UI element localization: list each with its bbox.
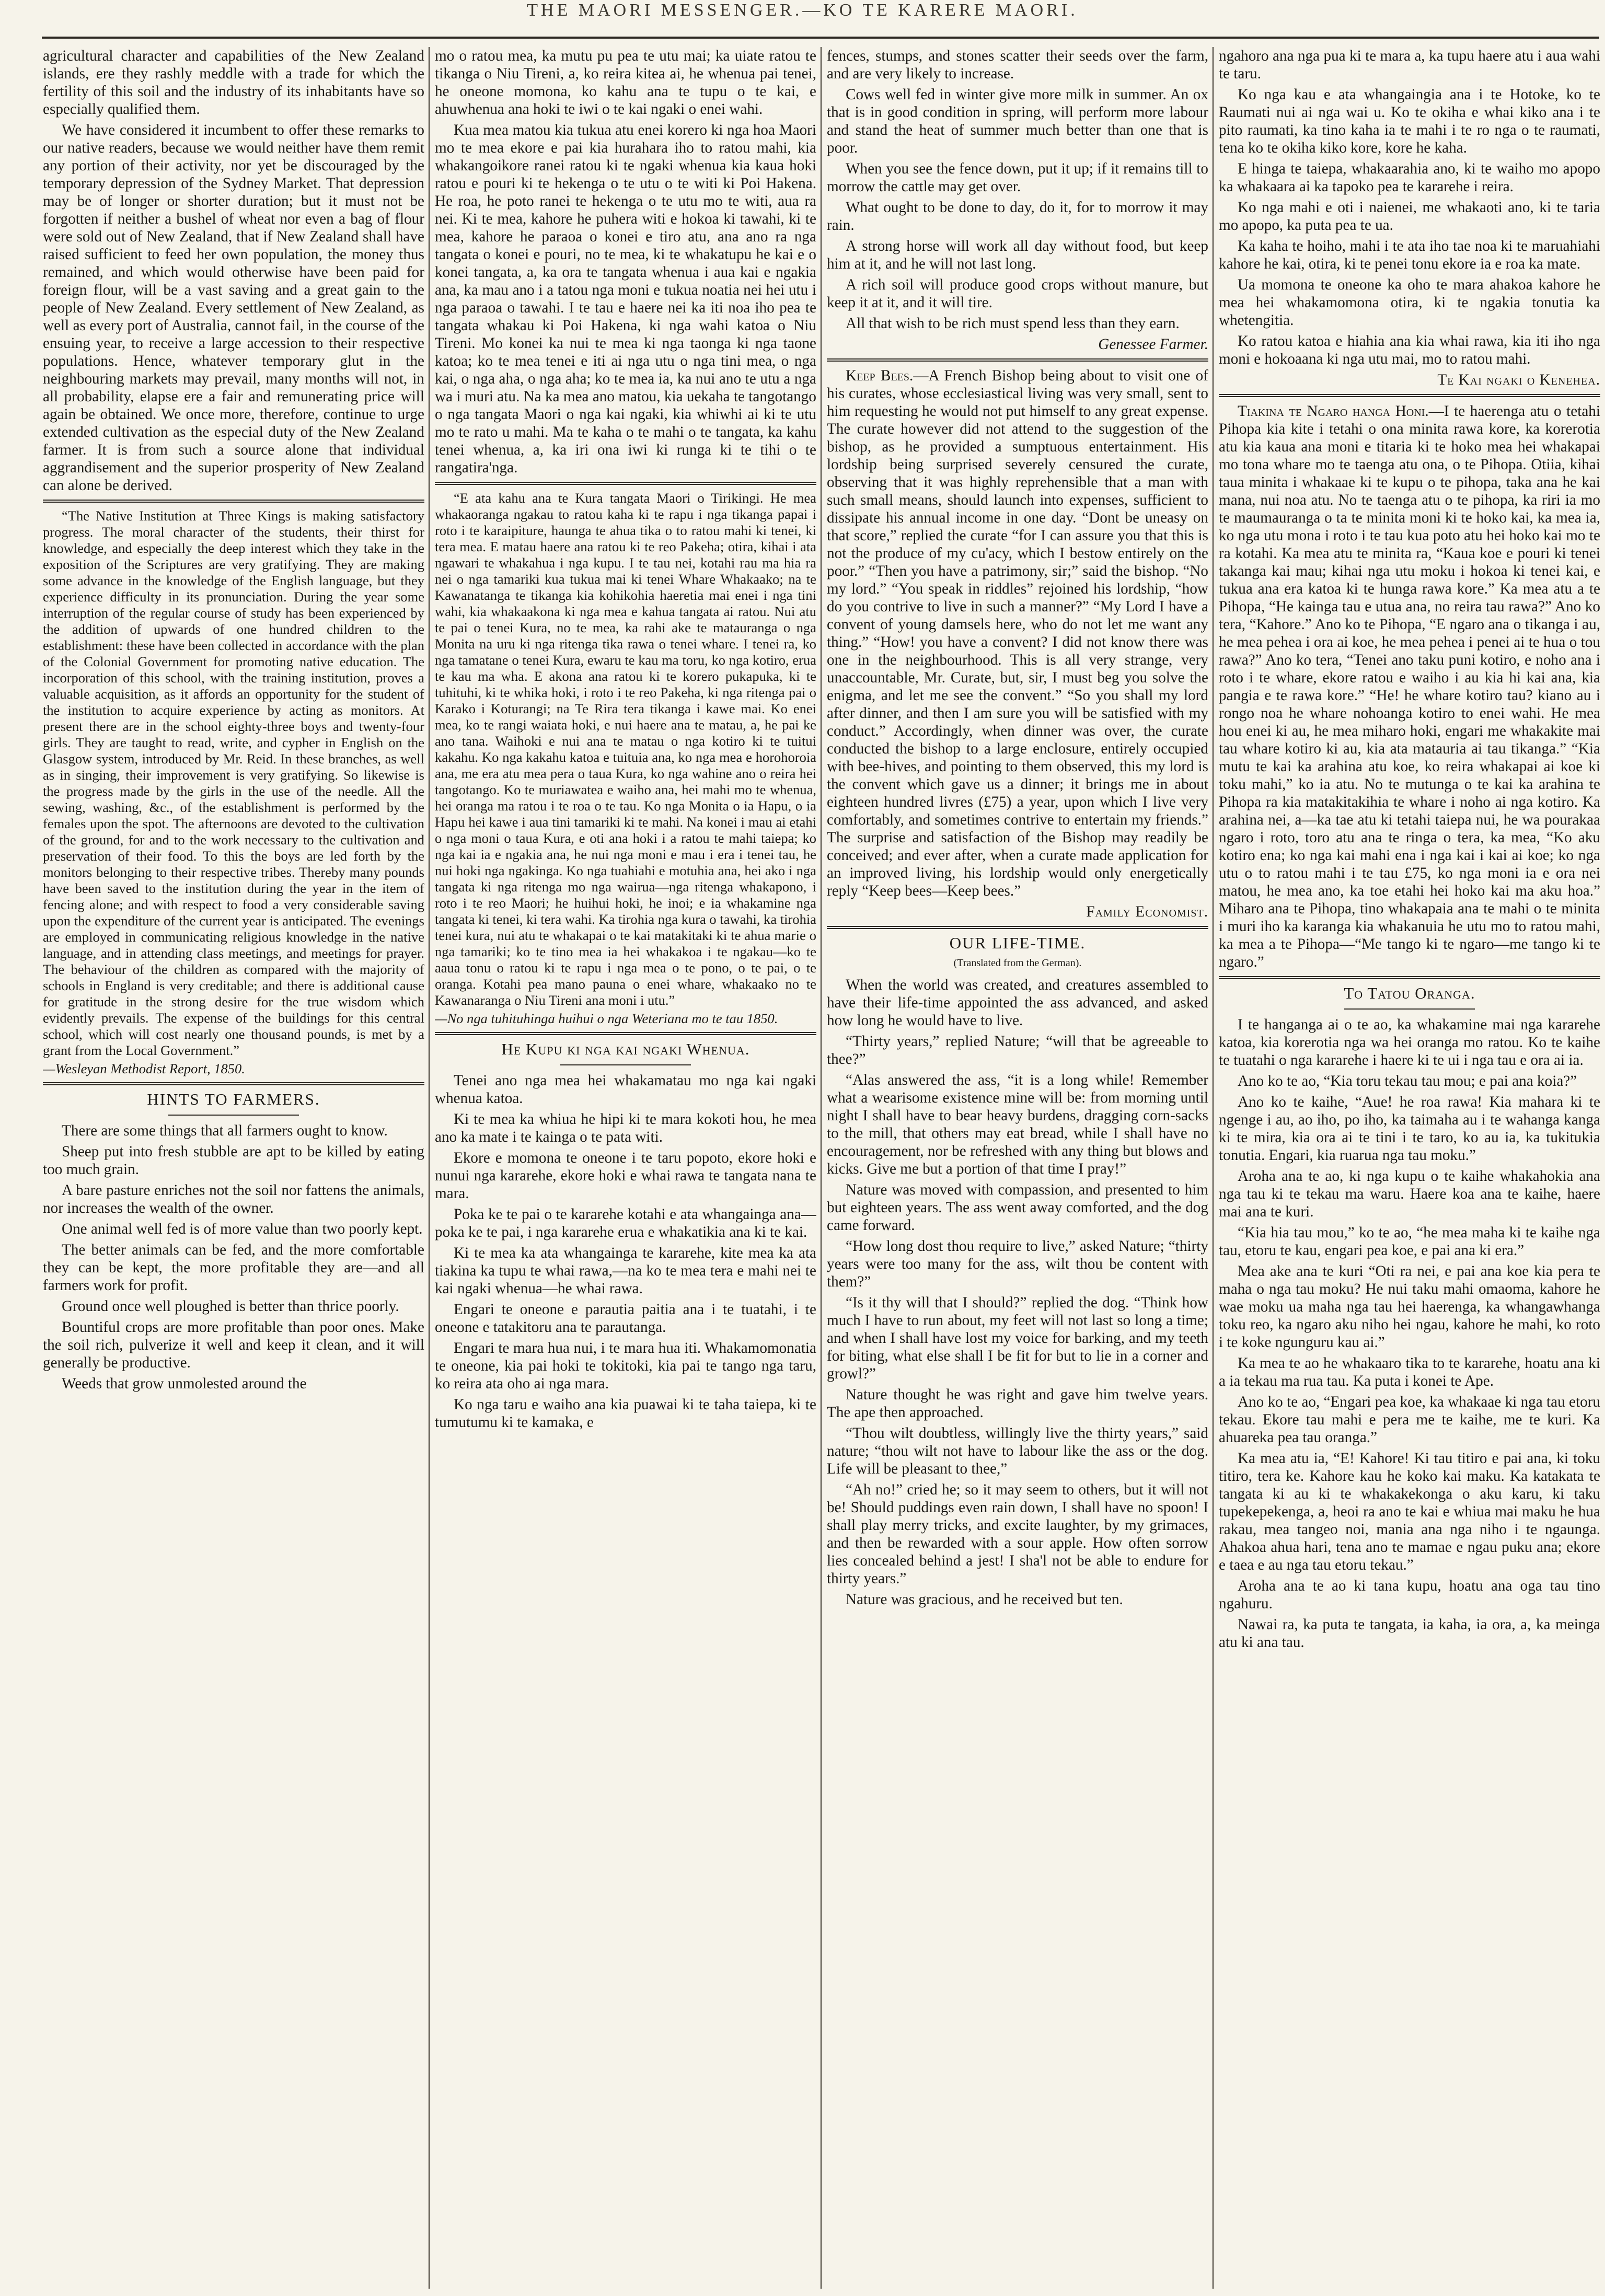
farm-tip: A strong horse will work all day without food, but keep him at it, and he will not last long. [827,238,1208,272]
he-kupu-title: He Kupu ki nga kai ngaki Whenua. [501,1040,750,1058]
editorial-paragraph: We have considered it incumbent to offer these remarks to our native readers, because we would neither have them remit any portion of their activity, nor yet be discouraged by the temporary depression of the Sydney Market. That depression may be of longer or shorter duration; but it must not be forgotten if neither a bushel of wheat nor even a bag of flour were sold out of New Zealand, that if New Zealand shall have raised sufficient to feed her own population, the money thus remained, and which would otherwise have been paid for foreign flour, will be a vast saving and a great gain to the people of New Zealand. Every settlement of New Zealand, as well as every port of Australia, cannot fail, in the course of the ensuing year, to receive a large accession to their respective populations. Hence, whatever temporary glut in the neighbouring markets may prevail, many months will not, in all probability, elapse ere a fair and remunerating price will again be obtained. We once more, therefore, continue to urge extended cultivation as the especial duty of the New Zealand farmer. It is from such a source alone that individual aggrandisement and the superior prosperity of New Zealand can alone be derived. [43,122,424,494]
kupu-item: Ko nga taru e waiho ana kia puawai ki te taha taiepa, ki te tumutumu ki te kamaka, e [435,1396,816,1431]
maori-editorial-paragraph: Kua mea matou kia tukua atu enei korero ki nga hoa Maori mo te mea ekore e pai kia hurahara iho to ratou mahi, kia whakangoikore ranei ratou ki te ngaki whenua kia kaua hoki ratou e pouri ki te hekenga o te utu o te witi ki Poi Hakena. He roa, he poto ranei te hekenga o te utu mo te witi, aua ra nei. Ki te mea, kahore he puhera witi e hokoa ki tawahi, ki te mea, kahore he paraoa o konei e tiro atu, ana ano ra nga tangata o konei e pouri, no te mea, ki te whakatupu he kai e o konei tangata, a, ka ora te tangata whenua i aua kai e ngakia ana, ka mau ano i a tatou nga moni e tukua noatia nei hei utu i nga paraoa o tawahi. I te tau e haere nei ka iti noa iho pea te tangata whakau ki Poi Hakena, ki nga wahi katoa o Niu Tireni. Mo konei ka nui te mea ki nga taonga ki nga taone katoa; ko te mea tenei e iti ai nga utu o nga tini mea, o nga kai, o nga aha, o nga aha; ko te mea ia, ka nui ano te utu a nga wa i muri atu. Na ka mea ano matou, kia uekaha te tangotango o nga tangata Maori o nga kai ngaki, kia whiwhi ai ki te utu mo te rato u mahi. Ma te kaha o te mahi o te tangata, ka kahu tenei whenua, a, ka iri ona iwi ki runga ki te tihi o te rangatira'nga. [435,122,816,476]
oranga-paragraph: Ka mea atu ia, “E! Kahore! Ki tau titiro e pai ana, ki toku titiro, tera ke. Kahore kau he koko kai maku. Ka katakata te tangata ki au ki te whakakekonga o aku karu, ki taku tupekepekenga, a, heoi ra ano te kai e whiua mai maku he hua rakau, mea tangeo noi, mania ana nga niho i te ngaunga. Ahakoa ahua hari, tena ano te mamae e ngau puku ana; ekore e taea e au nga tau etoru tekau.” [1219,1450,1600,1573]
hint-item: Bountiful crops are more profitable than poor ones. Make the soil rich, pulverize it well and keep it clean, and it will generally be productive. [43,1319,424,1371]
section-divider [1219,394,1600,397]
section-divider [43,1082,424,1085]
section-divider [43,500,424,503]
oranga-paragraph: “Kia hia tau mou,” ko te ao, “he mea maha ki te kaihe nga tau, etoru te kau, engari pea koe, e pai ana ki era.” [1219,1224,1600,1259]
title-rule [1344,1008,1475,1010]
kupu-item: Engari te oneone e parautia paitia ana i te tuatahi, i te oneone e tatakitoru ana te parautanga. [435,1301,816,1336]
section-divider [1219,976,1600,979]
oranga-paragraph: Nawai ra, ka puta te tangata, ia kaha, ia ora, a, ka meinga atu ki ana tau. [1219,1616,1600,1651]
life-paragraph: When the world was created, and creatures assembled to have their life-time appointed the ass advanced, and asked how long he would have to live. [827,977,1208,1029]
hints-to-farmers-title: HINTS TO FARMERS. [147,1090,320,1108]
kupu-item: Engari te mara hua nui, i te mara hua iti. Whakamomonatia te oneone, kia pai hoki te tokitoki, kia pai te tango nga taru, ko reira ata oho ai nga mara. [435,1340,816,1392]
farm-tip: When you see the fence down, put it up; if it remains till to morrow the cattle may get over. [827,160,1208,195]
section-divider [435,1032,816,1035]
oranga-paragraph: I te hanganga ai o te ao, ka whakamine mai nga kararehe katoa, kia korerotia nga wa hei oranga mo ratou. Ko te kaihe te tuatahi o nga kararehe i haere ki te ui i nga tau e ora ai ia. [1219,1016,1600,1069]
oranga-paragraph: Ano ko te ao, “Kia toru tekau tau mou; e pai ana koia?” [1238,1073,1577,1089]
tiakina-article [1219,402,1600,971]
section-divider [435,482,816,485]
life-paragraph: Nature was gracious, and he received but ten. [846,1591,1123,1608]
column-1 [43,47,424,2289]
masthead: THE MAORI MESSENGER.—KO TE KARERE MAORI. [527,1,1078,20]
maori-farm-tip: ngahoro ana nga pua ki te mara a, ka tupu haere atu i aua wahi te taru. [1219,48,1600,82]
maori-farm-tip: Ko nga kau e ata whangaingia ana i te Hotoke, ko te Raumati nui ai nga wai u. Ko te okiha e whai kiko ana i te pito raumati, ka tino kaha ia te mahi i te ro nga o te raumati, tena ko te okiha kiko kore, kore he kaha. [1219,86,1600,156]
hint-item: One animal well fed is of more value than two poorly kept. [62,1221,423,1237]
life-paragraph: “Thou wilt doubtless, willingly live the thirty years,” said nature; “thou wilt not have to labour like the ass or the dog. Life will be pleasant to thee,” [827,1425,1208,1477]
maori-report-source: —No nga tuhituhinga huihui o nga Weteriana mo te tau 1850. [435,1011,778,1026]
farm-tip: A rich soil will produce good crops without manure, but keep it at it, and it will tire. [827,276,1208,311]
kupu-item: Poka ke te pai o te kararehe kotahi e ata whangainga ana—poka ke te pai, i nga kararehe erua e whakatikia ana ki te kai. [435,1206,816,1240]
maori-farm-tip: Ko nga mahi e oti i naienei, me whakaoti ano, ki te taria mo apopo, ka puta pea te ua. [1219,199,1600,234]
maori-farm-tip: E hinga te taiepa, whakaarahia ano, ki te waiho mo apopo ka whakaara ai ka tapoko pea te kararehe i reira. [1219,160,1600,195]
column-3 [827,47,1208,2289]
column-rule [1213,47,1214,2289]
tiakina-lead: Tiakina te Ngaro hanga Honi. [1238,403,1429,420]
life-paragraph: “Is it thy will that I should?” replied the dog. “Think how much I have to run about, my feet will not last so long a time; and when I shall have lost my voice for barking, and my teeth for biting, what else shall I be fit for but to lie in a corner and growl?” [827,1294,1208,1382]
column-4 [1219,47,1600,2289]
te-kai-ngaki-signature: Te Kai ngaki o Kenehea. [1437,372,1600,388]
maori-farm-tip: Ko ratou katoa e hiahia ana kia whai rawa, kia iti iho nga moni e hokoaana ki nga utu mai, mo to ratou mahi. [1219,333,1600,367]
oranga-paragraph: Mea ake ana te kuri “Oti ra nei, e pai ana koe kia pera te maha o nga tau moku? He nui taku mahi omaoma, kahore he wae moku ua maha nga tau hei haerenga, ka whangawhanga toku reo, ka ngaro aku niho hei ngau, kahore he mahi, ko roto i te koke ngunguru kau ai.” [1219,1263,1600,1351]
oranga-paragraph: Ano ko te ao, “Engari pea koe, ka whakaae ki nga tau etoru tekau. Ekore tau mahi e pera me te kaihe, me te kuri. Ka ahuareka pea tau oranga.” [1219,1394,1600,1446]
hint-item: Weeds that grow unmolested around the [62,1375,307,1392]
column-rule [429,47,430,2289]
maori-farm-tip: Ua momona te oneone ka oho te mara ahakoa kahore he mea hei whakamomona otira, ki te ngakia tonutia ka whetengitia. [1219,276,1600,329]
life-paragraph: “How long dost thou require to live,” asked Nature; “thirty years were too many for the ass, wilt thou be content with them?” [827,1238,1208,1290]
farm-tip: fences, stumps, and stones scatter their seeds over the farm, and are very likely to increase. [827,48,1208,82]
section-divider [827,358,1208,362]
tiakina-body: —I te haerenga atu o tetahi Pihopa kia kite i tetahi o ona minita rawa kore, ka korerotia atu kia kaua ana moni e titaria ki te hoko mea hei whakapai mo tona whare mo te taenga atu ona, o te Pihopa. Otiia, kihai taua minita i whakaae ki te kupu o te pihopa, taka ana he kai mana, nui noa atu. No te taenga atu o te pihopa, ka riri ia mo te maumauranga o ta te minita moni ki te hoko kai, ka mea ia, ko nga utu mona i roto i te tau kua poto atu hei hoko kai mo te ra kotahi. Ka mea atu te minita ra, “Kaua koe e pouri ki tenei takanga kai mau; kihai nga utu moku i hokoa ki tenei kai, e tukua ana era katoa ki te hunga rawa kore.” Ka mea atu a te Pihopa, “He kainga tau e utua ana, no reira tau rawa?” Ano ko tera, “Kahore.” Ano ko te Pihopa, “E ngaro ana o tikanga i au, he mea pehea i ora ai koe, he mea pehea i penei ai te hua o tou rawa?” Ano ko tera, “Tenei ano taku puni kotiro, e noho ana i roto i te whare, ekore ratou e waiho i au kia hi kai ana, kia pangia e te rawa kore.” “He! he whare kotiro tau? kiano au i rongo noa he whare nohoanga kotiro to enei wahi. He mea hou enei ki au, he mea miharo hoki, engari me whakakite mai tau whare kotiro ki au, kia ata matauria ai tau tikanga.” “Kia mutu te kai ka arahina atu koe, ko reira whakapai ai koe ki toku mahi,” ko ia atu. No te mutunga o te kai ka arahina te Pihopa ra kia matakitakihia te whare i noho ai nga kotiro. Ka arahina nei, a—ka tae atu ki tetahi taiepa nui, he wa pourakaa ngaro i roto, toro atu ana te ringa o tera, ka mea, “Ko aku kotiro ena; ko nga kai mahi ena i nga kai i kai ai koe; ko nga utu o to ratou mahi i te tau £75, ko nga moni ia e ora nei matou, he mea ano, ka toe etahi hei hoko kai ma aku hoa.” Miharo ana te Pihopa, tino whakapaia ana te mahi o te minita i muri iho ka karanga kia whakanuia he utu mo to ratou mahi, ka mea a te Pihopa—“Me tango ki te ngaro—me tango ki te ngaro.” [1219,403,1600,970]
title-rule [168,1115,299,1116]
keep-bees-body: —A French Bishop being about to visit one of his curates, whose ecclesiastical living was very small, sent to him requesting he would not put himself to any great expense. The curate however did not attend to the suggestion of the bishop, as he provided a sumptuous entertainment. His lordship being surprised severely censured the curate, observing that it was highly reprehensible that a man with such small means, should launch into expenses, sufficient to dissipate his annual income in one day. “Dont be uneasy on that score,” replied the curate “for I can assure you that this is not the produce of my cu'acy, which I bestow entirely on the poor.” “Then you have a patrimony, sir;” said the bishop. “No my lord.” “You speak in riddles” rejoined his lordship, “how do you contrive to live in such a manner?” “My Lord I have a convent of young damsels here, who do not let me want any thing.” “How! you have a convent? I did not know there was one in the neighbourhood. This is all very strange, very unaccountable, Mr. Curate, but, sir, I must beg you solve the enigma, and let me see the convent.” “So you shall my lord after dinner, and then I am sure you will be satisfied with my conduct.” Accordingly, when dinner was over, the curate conducted the bishop to a large enclosure, entirely occupied with bee-hives, and pointing to them observed, this my lord is the convent which gave us a dinner; it brings me in about eighteen hundred livres (£75) a year, upon which I live very comfortably, and sometimes contrive to entertain my friends.” The surprise and satisfaction of the Bishop may readily be conceived; and ever after, when a curate made application for an improved living, his lordship would only energetically reply “Keep bees—Keep bees.” [827,367,1208,899]
kupu-item: Tenei ano nga mea hei whakamatau mo nga kai ngaki whenua katoa. [435,1072,816,1107]
translation-note: (Translated from the German). [953,957,1082,969]
bees-source: Family Economist. [1086,903,1208,920]
life-paragraph: “Alas answered the ass, “it is a long while! Remember what a wearisome existence mine will be: from morning until night I shall have to bear heavy burdens, dragging corn-sacks to the mill, that others may eat bread, while I shall have no encouragement, nor be refreshed with any thing but blows and kicks. Give me but a portion of that time I pray!” [827,1072,1208,1177]
oranga-paragraph: Ka mea te ao he whakaaro tika to te kararehe, hoatu ana ki a ia tekau ma rua tau. Ka puta i konei te Ape. [1219,1355,1600,1389]
maori-farm-tip: Ka kaha te hoiho, mahi i te ata iho tae noa ki te maruahiahi kahore he kai, otira, ki te penei tonu ekore ia e roa ka mate. [1219,238,1600,272]
kupu-item: Ki te mea ka ata whangainga te kararehe, kite mea ka ata tiakina ka tupu te whai rawa,—na ko te mea tera e mahi nei te kai ngaki whenua—he whai rawa. [435,1245,816,1297]
hint-item: The better animals can be fed, and the more comfortable they can be kept, the more profitable they are—and all farmers work for profit. [43,1242,424,1294]
kupu-item: Ekore e momona te oneone i te taru popoto, ekore hoki e nunui nga kararehe, ekore hoki e whai rawa te tangata nana te mara. [435,1150,816,1202]
maori-report-article: “E ata kahu ana te Kura tangata Maori o Tirikingi. He mea whakaoranga ngakau to ratou kaha ki te rapu i nga tikanga papai i roto i te karaipiture, haunga te ahua tika o to ratou mahi ki tenei, ki tera mea. E matau haere ana ratou ki te reo Pakeha; otira, kihai i ata ngawari te whakahua i nga kupu. I te tau nei, kotahi rau ma hia ra nei o nga tamariki kua tukua mai ki tenei Whare Whakaako; na te Kawanatanga te tikanga kia kohikohia haeretia mai enei i nga tini wahi, kia whakaakona ki nga mea e kahua tangata ai ratou. Nui atu te pai o tenei Kura, no te mea, ka rahi ake te matauranga o nga Monita na uru ki nga ritenga tika rawa o tenei whare. I tenei ra, ko nga tamatane o tenei Kura, ewaru te kau ma toru, ko nga kotiro, erua te kau ma wha. E akona ana ratou ki te korero pukapuka, ki te tuhituhi, ki te whika hoki, i roto i te reo Pakeha, ki nga ritenga pai o Karako i Koturangi; na Te Rira tera tikanga i kawe mai. Ko enei mea, ko te rangi waiata hoki, e nui haere ana te matau, a, he pai ke ano tana. Waihoki e nui ana te matau o nga kotiro ki te tuitui kakahu. Ko nga kakahu katoa e tuituia ana, ko nga mea e horohoroia ana, me era atu mea pera o taua Kura, ko nga wahine ano o reira hei tangotango. Ko te muriawatea e waiho ana, hei mahi mo te whenua, hei oranga ma ratou i te roa o te tau. Ko nga Monita o ia Hapu, o ia Hapu hei kawe i aua tini tamariki ki te mahi. Na konei i mau ai etahi o nga moni o taua Kura, e oti ana hoki i a ratou te mahi taiepa; ko nga kai ia e ngakia ana, he nui nga moni e mau i era i tenei tau, he nui hoki nga ngakinga. Ko nga tuahiahi e motuhia ana, hei ako i nga tangata ki nga ritenga mo nga wairua—nga ritenga whakapono, i roto i te reo Maori; he huihui hoki, he inoi; e ia whakamine nga tangata ki tenei, ki tera wahi. Ka tirohia nga kura o tawahi, ka tirohia tenei kura, nui atu te whakapai o te kai matakitaki ki te ahua marie o nga tamariki; ko te tino mea ia hei whakakoa i te ngakau—ko te aaua tonu o ratou ki te rapu i nga mea o te pono, o te pai, o te oranga. Kotahi pea mano pauna o enei whare, whakaako no te Kawanaranga o Niu Tireni ana moni i utu.” [435,490,816,1008]
life-paragraph: Nature was moved with compassion, and presented to him but eighteen years. The ass went away comforted, and the dog came forward. [827,1181,1208,1234]
farm-tip: Cows well fed in winter give more milk in summer. An ox that is in good condition in spring, will perform more labour and stand the heat of summer much better than one that is poor. [827,86,1208,156]
masthead-rule [42,37,1599,39]
keep-bees-lead: Keep Bees. [846,367,914,384]
farm-tip: All that wish to be rich must spend less than they earn. [846,315,1180,332]
hint-item: Ground once well ploughed is better than thrice poorly. [62,1298,399,1315]
life-paragraph: “Thirty years,” replied Nature; “will that be agreeable to thee?” [827,1033,1208,1068]
oranga-paragraph: Ano ko te kaihe, “Aue! he roa rawa! Kia mahara ki te ngenge i au, ao iho, po iho, ka taimaha au i te wahanga kanga ki te mira, kia ora ai te tini i te taro, ko au ia, ka tukitukia tonutia. Engari, kia ruarua nga tau moku.” [1219,1094,1600,1164]
to-tatou-oranga-title: To Tatou Oranga. [1344,984,1475,1002]
column-rule [821,47,822,2289]
hint-item: Sheep put into fresh stubble are apt to be killed by eating too much grain. [43,1143,424,1178]
our-life-time-title: OUR LIFE-TIME. [949,934,1086,952]
keep-bees-article [827,367,1208,900]
life-paragraph: Nature thought he was right and gave him twelve years. The ape then approached. [827,1386,1208,1421]
report-article: “The Native Institution at Three Kings is making satisfactory progress. The moral character of the students, their thirst for knowledge, and especially the deep interest which they take in the exposition of the Scriptures are very gratifying. They are making some advance in the knowledge of the English language, but they experience difficulty in its pronunciation. During the year some interruption of the regular course of study has been experienced by the addition of upwards of one hundred children to the establishment: these have been collected in accordance with the plan of the Colonial Government for promoting native education. The incorporation of this school, with the training institution, proves a valuable acquisition, as it affords an opportunity for the student of the institution to acquire experience by acting as monitors. At present there are in the school eighty-three boys and twenty-four girls. They are taught to read, write, and cypher in English on the Glasgow system, introduced by Mr. Reid. In these branches, as well as in singing, their improvement is very gratifying. So likewise is the progress made by the girls in the use of the needle. All the sewing, washing, &c., of the establishment is performed by the females upon the spot. The afternoons are devoted to the cultivation of the ground, for and to the work necessary to the cultivation and preservation of their food. To this the boys are led forth by the monitors belonging to their respective tribes. Thereby many pounds have been saved to the institution during the year in the item of fencing alone; and with respect to food a very considerable saving upon the expenditure of the current year is anticipated. The evenings are employed in communicating religious knowledge in the native language, and in attending class meetings, and meetings for prayer. The behaviour of the children as compared with the majority of schools in England is very creditable; and there is additional cause for gratitude in the strong desire for the true wisdom which evidently prevails. The expense of the buildings for this central school, which will cost nearly one thousand pounds, is met by a grant from the Local Government.” [43,508,424,1058]
oranga-paragraph: Aroha ana te ao ki tana kupu, hoatu ana oga tau tino ngahuru. [1219,1578,1600,1612]
editorial-paragraph: agricultural character and capabilities of the New Zealand islands, ere they rashly meddle with a trade for which the fertility of this soil and the industry of its inhabitants have so especially qualified them. [43,48,424,118]
maori-editorial-paragraph: mo o ratou mea, ka mutu pu pea te utu mai; ka uiate ratou te tikanga o Niu Tireni, a, ko reira kitea ai, he whenua pai tenei, he oneone momona, ko kahu ana te tupu o te kai, e ahuwhenua ana hoki te iwi o te kai ngaki o enei wahi. [435,48,816,118]
farm-tip: What ought to be done to day, do it, for to morrow it may rain. [827,199,1208,234]
section-divider [827,926,1208,929]
report-source: —Wesleyan Methodist Report, 1850. [43,1061,245,1076]
hint-item: There are some things that all farmers ought to know. [62,1122,388,1139]
oranga-paragraph: Aroha ana te ao, ki nga kupu o te kaihe whakahokia ana nga tau ki te tekau ma waru. Haere koa ana te kaihe, haere mai ana te kuri. [1219,1168,1600,1220]
title-rule [560,1064,691,1065]
kupu-item: Ki te mea ka whiua he hipi ki te mara kokoti hou, he mea ano ka mate i te kainga o te pata witi. [435,1111,816,1145]
column-2 [435,47,816,2289]
hint-item: A bare pasture enriches not the soil nor fattens the animals, nor increases the wealth of the owner. [43,1182,424,1216]
farm-source: Genessee Farmer. [1098,336,1208,353]
life-paragraph: “Ah no!” cried he; so it may seem to others, but it will not be! Should puddings even rain down, I shall have no spoon! I shall play merry tricks, and excite laughter, by my grimaces, and then be rewarded with a sour apple. How often sorrow lies concealed behind a jest! I sha'l not be able to endure for thirty years.” [827,1481,1208,1587]
